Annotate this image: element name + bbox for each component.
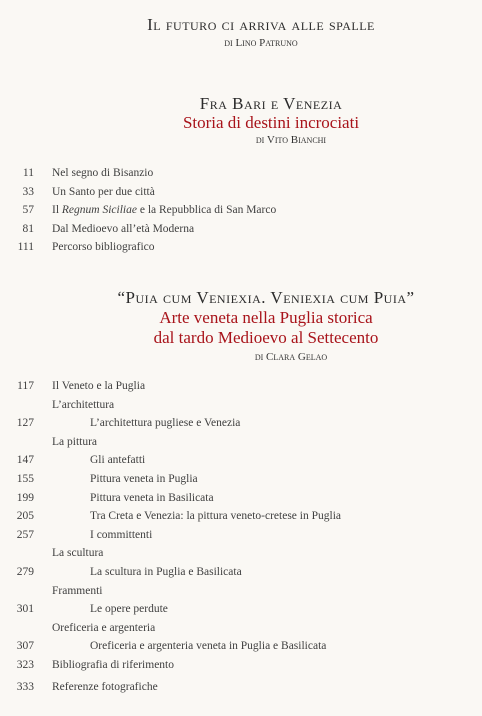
toc-entry-text: Nel segno di Bisanzio (52, 167, 154, 179)
toc-entry (0, 622, 482, 638)
toc-page-number: 199 (16, 491, 34, 504)
toc-entry-label: Referenze fotografiche (52, 681, 158, 693)
toc-entry (0, 380, 482, 396)
toc-subentry-label: Gli antefatti (90, 454, 146, 467)
section1-author: di Lino Patruno (224, 37, 298, 49)
toc-subentry-label: Tra Creta e Venezia: la pittura veneto-cretese in Puglia (90, 510, 341, 523)
toc-entry (0, 473, 482, 489)
toc-entry (0, 167, 482, 183)
toc-subentry-label: La scultura in Puglia e Basilicata (90, 566, 242, 578)
toc-subentry-label: Pittura veneta in Puglia (90, 473, 198, 485)
section3-title: “Puia cum Veniexia. Veniexia cum Puia” (117, 288, 415, 307)
toc-entry (0, 417, 482, 433)
toc-subentry-label: L’architettura pugliese e Venezia (90, 417, 241, 430)
toc-page-number: 147 (16, 454, 34, 467)
toc-subentry-label: Oreficeria e argenteria veneta in Puglia e Basilicata (90, 640, 327, 653)
toc-entry-label (52, 167, 153, 179)
toc-entry-label (52, 241, 155, 253)
toc-entry (0, 566, 482, 582)
toc-entry-text: e la Repubblica di San Marco (136, 204, 277, 216)
toc-page-number: 127 (16, 417, 34, 430)
toc-entry (0, 454, 482, 470)
toc-page-number: 307 (16, 640, 34, 653)
toc-page-number: 333 (16, 681, 34, 693)
toc-entry-label: Bibliografia di riferimento (52, 659, 174, 671)
toc-page-number: 11 (22, 167, 34, 179)
toc-page-number: 81 (22, 222, 34, 235)
toc-subentry-label: Le opere perdute (90, 603, 168, 616)
toc-entry-text: Percorso bibliografico (52, 241, 155, 253)
toc-entry (0, 585, 482, 601)
toc-page-number: 111 (17, 241, 34, 253)
toc-entry-label (52, 223, 194, 235)
toc-entry-text: Un Santo per due città (52, 185, 155, 198)
toc-page-number: 279 (16, 566, 34, 578)
toc-page-number: 205 (16, 510, 34, 523)
toc-entry-label: La pittura (52, 435, 98, 448)
toc-entry-label: Il Veneto e la Puglia (52, 380, 146, 392)
toc-entry-referenze (0, 681, 482, 697)
section2-title: Fra Bari e Venezia (199, 94, 343, 113)
toc-entry (0, 186, 482, 202)
toc-entry (0, 529, 482, 545)
toc-page-number: 117 (17, 380, 34, 392)
toc-page-number: 257 (16, 528, 34, 541)
section3-subtitle-line1: Arte veneta nella Puglia storica (159, 308, 373, 327)
toc-entry (0, 492, 482, 508)
section3-author: di Clara Gelao (254, 351, 328, 363)
toc-entry-label (52, 186, 155, 198)
section1-title: Il futuro ci arriva alle spalle (147, 15, 375, 34)
toc-page-number: 33 (22, 185, 34, 198)
toc-subentry-label: I committenti (90, 528, 153, 541)
toc-entry-text: Il (52, 204, 62, 216)
toc-page-number: 155 (16, 473, 34, 485)
toc-entry-label: L’architettura (52, 398, 115, 411)
toc-page-number: 301 (16, 603, 34, 616)
toc-entry (0, 204, 482, 220)
section3-subtitle-line2: dal tardo Medioevo al Settecento (153, 328, 379, 347)
toc-entry-label: Oreficeria e argenteria (52, 621, 156, 634)
toc-entry-label (52, 204, 276, 216)
toc-entry (0, 399, 482, 415)
toc-entry (0, 510, 482, 526)
toc-page-number: 57 (22, 204, 34, 216)
toc-entry (0, 241, 482, 257)
toc-entry-label: Frammenti (52, 584, 103, 597)
section2-subtitle: Storia di destini incrociati (182, 113, 360, 132)
toc-entry (0, 223, 482, 239)
toc-entry (0, 659, 482, 675)
toc-entry-label: La scultura (52, 547, 104, 560)
toc-entry-italic-text: Regnum Siciliae (61, 204, 137, 216)
toc-entry-text: Dal Medioevo all’età Moderna (52, 222, 195, 235)
toc-page-number: 323 (16, 659, 34, 671)
toc-entry (0, 547, 482, 563)
toc-entry (0, 436, 482, 452)
toc-subentry-label: Pittura veneta in Basilicata (90, 491, 214, 504)
toc-entry (0, 603, 482, 619)
toc-entry (0, 640, 482, 656)
section2-author: di Vito Bianchi (255, 134, 327, 146)
